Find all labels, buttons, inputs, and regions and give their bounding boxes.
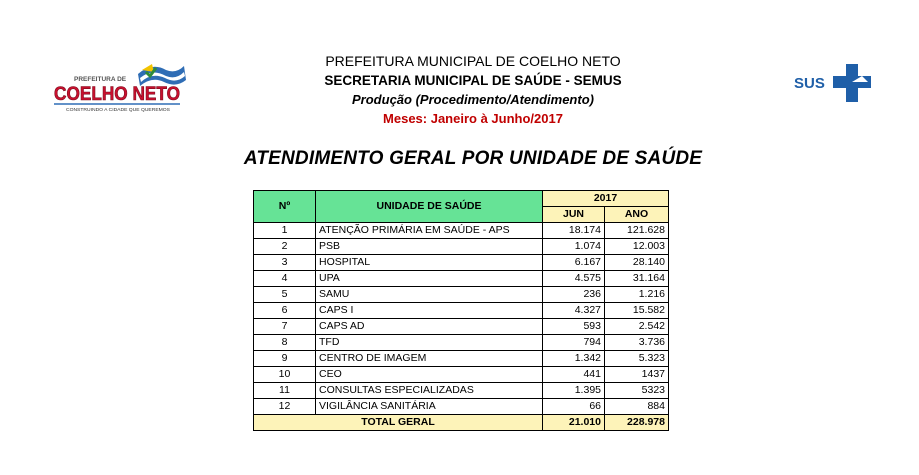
header-line1: PREFEITURA MUNICIPAL DE COELHO NETO [325, 53, 621, 69]
row-number: 7 [254, 319, 316, 335]
row-unit-name: CENTRO DE IMAGEM [316, 351, 543, 367]
row-unit-name: CAPS AD [316, 319, 543, 335]
row-jun-value: 6.167 [543, 255, 605, 271]
row-number: 10 [254, 367, 316, 383]
table-body [254, 223, 669, 415]
table-row [254, 255, 669, 271]
total-row [254, 415, 669, 431]
row-ano-value: 1.216 [605, 287, 669, 303]
report-title: ATENDIMENTO GERAL POR UNIDADE DE SAÚDE [243, 148, 703, 169]
coelho-neto-logo [52, 58, 188, 114]
table-row [254, 319, 669, 335]
table-row [254, 271, 669, 287]
col-header-num: Nº [254, 191, 316, 223]
row-jun-value: 593 [543, 319, 605, 335]
row-number: 2 [254, 239, 316, 255]
row-jun-value: 441 [543, 367, 605, 383]
table-row [254, 367, 669, 383]
col-header-ano: ANO [605, 207, 669, 223]
sus-logo-text: SUS [794, 75, 825, 92]
total-label: TOTAL GERAL [254, 415, 543, 431]
row-jun-value: 1.342 [543, 351, 605, 367]
row-ano-value: 884 [605, 399, 669, 415]
table-row [254, 287, 669, 303]
row-unit-name: SAMU [316, 287, 543, 303]
table-row [254, 239, 669, 255]
row-number: 3 [254, 255, 316, 271]
row-number: 11 [254, 383, 316, 399]
row-unit-name: CONSULTAS ESPECIALIZADAS [316, 383, 543, 399]
logo-main-text: COELHO NETO [54, 84, 180, 105]
sus-cross-icon [833, 64, 871, 102]
row-number: 4 [254, 271, 316, 287]
total-ano: 228.978 [605, 415, 669, 431]
row-number: 6 [254, 303, 316, 319]
row-unit-name: UPA [316, 271, 543, 287]
row-jun-value: 1.074 [543, 239, 605, 255]
row-jun-value: 4.575 [543, 271, 605, 287]
row-jun-value: 236 [543, 287, 605, 303]
total-jun: 21.010 [543, 415, 605, 431]
row-ano-value: 15.582 [605, 303, 669, 319]
row-ano-value: 5323 [605, 383, 669, 399]
logo-top-text: PREFEITURA DE [74, 76, 127, 83]
row-jun-value: 4.327 [543, 303, 605, 319]
row-ano-value: 5.323 [605, 351, 669, 367]
row-number: 9 [254, 351, 316, 367]
row-unit-name: VIGILÂNCIA SANITÁRIA [316, 399, 543, 415]
row-unit-name: HOSPITAL [316, 255, 543, 271]
row-number: 5 [254, 287, 316, 303]
row-ano-value: 3.736 [605, 335, 669, 351]
table-row [254, 223, 669, 239]
table-row [254, 383, 669, 399]
row-number: 1 [254, 223, 316, 239]
sus-logo [792, 62, 876, 104]
col-header-year: 2017 [543, 191, 669, 207]
row-ano-value: 12.003 [605, 239, 669, 255]
header-line3: Produção (Procedimento/Atendimento) [352, 92, 594, 107]
row-unit-name: TFD [316, 335, 543, 351]
row-ano-value: 1437 [605, 367, 669, 383]
row-unit-name: CEO [316, 367, 543, 383]
row-jun-value: 18.174 [543, 223, 605, 239]
row-jun-value: 794 [543, 335, 605, 351]
document-header [250, 52, 696, 128]
row-ano-value: 31.164 [605, 271, 669, 287]
row-jun-value: 1.395 [543, 383, 605, 399]
row-unit-name: CAPS I [316, 303, 543, 319]
table-row [254, 351, 669, 367]
row-jun-value: 66 [543, 399, 605, 415]
table-row [254, 303, 669, 319]
logo-tagline: CONSTRUINDO A CIDADE QUE QUEREMOS [66, 107, 170, 112]
row-ano-value: 2.542 [605, 319, 669, 335]
health-units-table [253, 190, 669, 431]
row-number: 8 [254, 335, 316, 351]
table-row [254, 399, 669, 415]
row-ano-value: 28.140 [605, 255, 669, 271]
col-header-jun: JUN [543, 207, 605, 223]
row-number: 12 [254, 399, 316, 415]
col-header-unit: UNIDADE DE SAÚDE [316, 191, 543, 223]
row-unit-name: ATENÇÃO PRIMÁRIA EM SAÚDE - APS [316, 223, 543, 239]
header-line2: SECRETARIA MUNICIPAL DE SAÚDE - SEMUS [324, 73, 622, 88]
header-line4: Meses: Janeiro à Junho/2017 [383, 111, 563, 126]
row-ano-value: 121.628 [605, 223, 669, 239]
row-unit-name: PSB [316, 239, 543, 255]
table-row [254, 335, 669, 351]
